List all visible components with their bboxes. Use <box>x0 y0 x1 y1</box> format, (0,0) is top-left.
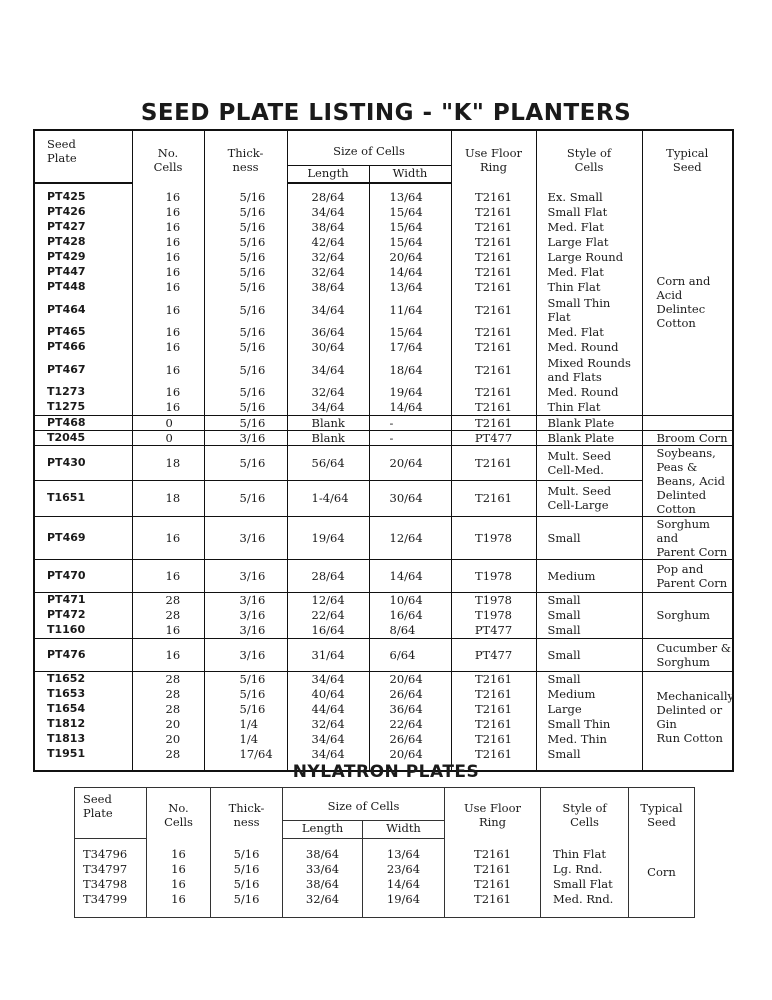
style-of-cells-cell: Small Thin <box>536 717 642 732</box>
table-row <box>34 638 733 671</box>
style-of-cells-cell: Thin Flat <box>536 400 642 416</box>
use-floor-ring-cell: PT477 <box>451 623 536 639</box>
nyl-thickness-header: Thick- ness <box>211 788 283 839</box>
thickness-cell: 1/4 <box>204 732 287 747</box>
length-cell: 32/64 <box>287 250 369 265</box>
table-row <box>34 608 733 623</box>
nyl-typical-seed-header: Typical Seed <box>629 788 695 839</box>
no-cells-cell: 28 <box>132 671 204 687</box>
seed-plate-cell: T1273 <box>34 385 132 400</box>
style-of-cells-cell: Med. Flat <box>536 220 642 235</box>
table-row <box>34 385 733 400</box>
thickness-cell: 3/16 <box>204 516 287 559</box>
nyl-size-of-cells-header: Size of Cells <box>283 788 445 821</box>
table-row <box>34 702 733 717</box>
style-of-cells-cell: Med. Round <box>536 385 642 400</box>
no-cells-cell: 16 <box>132 280 204 295</box>
use-floor-ring-cell: T2161 <box>451 445 536 481</box>
width-cell: 15/64 <box>369 325 451 340</box>
seed-plate-cell: PT430 <box>34 445 132 481</box>
size-of-cells-header: Size of Cells <box>287 130 451 165</box>
style-of-cells-cell: Mult. Seed Cell-Med. <box>536 445 642 481</box>
thickness-cell: 5/16 <box>204 235 287 250</box>
table-row <box>75 877 695 892</box>
use-floor-ring-cell: T2161 <box>445 892 541 907</box>
style-of-cells-cell: Blank Plate <box>536 415 642 430</box>
seed-plate-cell: T1951 <box>34 747 132 762</box>
width-cell: 20/64 <box>369 747 451 762</box>
style-of-cells-header: Style of Cells <box>536 130 642 183</box>
no-cells-cell: 28 <box>132 592 204 608</box>
thickness-cell: 5/16 <box>204 340 287 355</box>
seed-plate-cell: PT426 <box>34 205 132 220</box>
width-cell: 13/64 <box>369 183 451 205</box>
no-cells-cell: 16 <box>132 623 204 639</box>
thickness-cell: 5/16 <box>204 400 287 416</box>
nyl-no-cells-header: No. Cells <box>147 788 211 839</box>
use-floor-ring-cell: T2161 <box>451 250 536 265</box>
seed-plate-cell: T1653 <box>34 687 132 702</box>
style-of-cells-cell: Ex. Small <box>536 183 642 205</box>
seed-plate-cell: PT427 <box>34 220 132 235</box>
length-cell: 38/64 <box>283 838 363 862</box>
thickness-cell: 3/16 <box>204 623 287 639</box>
no-cells-cell: 16 <box>132 385 204 400</box>
nylatron-title: NYLATRON PLATES <box>292 762 480 782</box>
thickness-cell: 3/16 <box>204 592 287 608</box>
seed-plate-cell: PT470 <box>34 559 132 592</box>
length-cell: 40/64 <box>287 687 369 702</box>
thickness-cell: 17/64 <box>204 747 287 762</box>
style-of-cells-cell: Large Flat <box>536 235 642 250</box>
no-cells-cell: 16 <box>132 325 204 340</box>
no-cells-cell: 16 <box>132 340 204 355</box>
table-row <box>34 295 733 325</box>
typical-seed-cell: Cucumber & Sorghum <box>642 638 733 671</box>
width-cell: 26/64 <box>369 687 451 702</box>
typical-seed-cell: Corn <box>629 838 695 907</box>
style-of-cells-cell: Medium <box>536 559 642 592</box>
thickness-cell: 5/16 <box>204 445 287 481</box>
seed-plate-cell: PT447 <box>34 265 132 280</box>
no-cells-cell: 18 <box>132 445 204 481</box>
width-cell: 14/64 <box>363 877 445 892</box>
width-cell: 19/64 <box>363 892 445 907</box>
style-of-cells-cell: Med. Rnd. <box>541 892 629 907</box>
no-cells-cell: 16 <box>147 862 211 877</box>
width-cell: 20/64 <box>369 671 451 687</box>
style-of-cells-cell: Small <box>536 608 642 623</box>
use-floor-ring-cell: T2161 <box>451 415 536 430</box>
nyl-width-header: Width <box>363 820 445 838</box>
table-row <box>34 235 733 250</box>
width-cell: 20/64 <box>369 445 451 481</box>
width-cell: 17/64 <box>369 340 451 355</box>
thickness-cell: 5/16 <box>204 687 287 702</box>
table-row <box>34 687 733 702</box>
length-cell: 34/64 <box>287 671 369 687</box>
seed-plate-cell: PT466 <box>34 340 132 355</box>
seed-plate-cell: PT468 <box>34 415 132 430</box>
length-cell: 31/64 <box>287 638 369 671</box>
length-cell: 32/64 <box>287 385 369 400</box>
use-floor-ring-cell: T2161 <box>451 325 536 340</box>
typical-seed-cell: Corn and Acid Delintec Cotton <box>642 183 733 416</box>
use-floor-ring-cell: T2161 <box>451 355 536 385</box>
width-cell: 23/64 <box>363 862 445 877</box>
table-row <box>34 355 733 385</box>
use-floor-ring-cell: T2161 <box>451 481 536 517</box>
table-row <box>34 205 733 220</box>
length-cell: 16/64 <box>287 623 369 639</box>
width-cell: 8/64 <box>369 623 451 639</box>
typical-seed-header: Typical Seed <box>642 130 733 183</box>
seed-plate-cell: T34797 <box>75 862 147 877</box>
seed-plate-header: Seed Plate <box>34 130 132 165</box>
use-floor-ring-cell: T2161 <box>451 687 536 702</box>
table-row <box>34 415 733 430</box>
typical-seed-cell: Broom Corn <box>642 430 733 445</box>
length-cell: 34/64 <box>287 732 369 747</box>
table-row <box>75 862 695 877</box>
use-floor-ring-cell: PT477 <box>451 638 536 671</box>
width-cell: 30/64 <box>369 481 451 517</box>
table-row <box>34 747 733 762</box>
width-cell: 19/64 <box>369 385 451 400</box>
no-cells-cell: 28 <box>132 608 204 623</box>
style-of-cells-cell: Med. Thin <box>536 732 642 747</box>
seed-plate-cell: PT467 <box>34 355 132 385</box>
use-floor-ring-cell: T2161 <box>451 732 536 747</box>
length-cell: 34/64 <box>287 205 369 220</box>
seed-plate-cell: PT469 <box>34 516 132 559</box>
thickness-cell: 3/16 <box>204 638 287 671</box>
style-of-cells-cell: Med. Flat <box>536 325 642 340</box>
style-of-cells-cell: Small <box>536 592 642 608</box>
use-floor-ring-cell: T2161 <box>451 265 536 280</box>
typical-seed-cell: Sorghum <box>642 592 733 638</box>
length-cell: Blank <box>287 430 369 445</box>
thickness-cell: 5/16 <box>204 325 287 340</box>
thickness-cell: 5/16 <box>204 183 287 205</box>
style-of-cells-cell: Thin Flat <box>541 838 629 862</box>
table-row <box>34 516 733 559</box>
width-cell: 6/64 <box>369 638 451 671</box>
use-floor-ring-cell: T2161 <box>451 702 536 717</box>
use-floor-ring-cell: T2161 <box>451 280 536 295</box>
length-cell: 44/64 <box>287 702 369 717</box>
use-floor-ring-cell: T2161 <box>451 295 536 325</box>
no-cells-cell: 18 <box>132 481 204 517</box>
style-of-cells-cell: Mult. Seed Cell-Large <box>536 481 642 517</box>
width-cell: 36/64 <box>369 702 451 717</box>
use-floor-ring-cell: T2161 <box>445 862 541 877</box>
no-cells-cell: 20 <box>132 732 204 747</box>
use-floor-ring-cell: T2161 <box>445 877 541 892</box>
seed-plate-cell: PT472 <box>34 608 132 623</box>
typical-seed-cell: Pop and Parent Corn <box>642 559 733 592</box>
use-floor-ring-cell: T1978 <box>451 516 536 559</box>
nyl-length-header: Length <box>283 820 363 838</box>
thickness-cell: 5/16 <box>211 862 283 877</box>
no-cells-cell: 16 <box>132 183 204 205</box>
table-row <box>34 592 733 608</box>
table-row <box>34 732 733 747</box>
no-cells-cell: 0 <box>132 430 204 445</box>
no-cells-cell: 16 <box>132 355 204 385</box>
length-cell: Blank <box>287 415 369 430</box>
length-cell: 56/64 <box>287 445 369 481</box>
thickness-cell: 5/16 <box>204 355 287 385</box>
no-cells-cell: 16 <box>132 250 204 265</box>
no-cells-cell: 16 <box>147 838 211 862</box>
thickness-cell: 5/16 <box>204 280 287 295</box>
length-cell: 1-4/64 <box>287 481 369 517</box>
style-of-cells-cell: Small Flat <box>536 205 642 220</box>
no-cells-cell: 16 <box>132 400 204 416</box>
thickness-cell: 5/16 <box>204 205 287 220</box>
typical-seed-cell <box>642 415 733 430</box>
table-row <box>34 445 733 481</box>
use-floor-ring-cell: PT477 <box>451 430 536 445</box>
seed-plate-cell: T34796 <box>75 838 147 862</box>
style-of-cells-cell: Large <box>536 702 642 717</box>
thickness-cell: 5/16 <box>211 838 283 862</box>
seed-plate-cell: T1812 <box>34 717 132 732</box>
length-cell: 36/64 <box>287 325 369 340</box>
thickness-cell: 5/16 <box>204 415 287 430</box>
table-row <box>34 325 733 340</box>
typical-seed-cell: Sorghum and Parent Corn <box>642 516 733 559</box>
seed-plate-cell: T1652 <box>34 671 132 687</box>
use-floor-ring-cell: T2161 <box>451 340 536 355</box>
seed-plate-cell: T1275 <box>34 400 132 416</box>
seed-plate-cell: T2045 <box>34 430 132 445</box>
nyl-use-floor-ring-header: Use Floor Ring <box>445 788 541 839</box>
no-cells-cell: 16 <box>147 892 211 907</box>
length-cell: 30/64 <box>287 340 369 355</box>
length-cell: 19/64 <box>287 516 369 559</box>
seed-plate-cell: PT464 <box>34 295 132 325</box>
style-of-cells-cell: Small <box>536 516 642 559</box>
table-row <box>75 838 695 862</box>
thickness-cell: 1/4 <box>204 717 287 732</box>
use-floor-ring-cell: T1978 <box>451 559 536 592</box>
no-cells-cell: 16 <box>147 877 211 892</box>
use-floor-ring-cell: T2161 <box>451 400 536 416</box>
length-cell: 28/64 <box>287 183 369 205</box>
width-header: Width <box>369 165 451 183</box>
width-cell: 16/64 <box>369 608 451 623</box>
length-cell: 32/64 <box>283 892 363 907</box>
seed-plate-cell: T1160 <box>34 623 132 639</box>
no-cells-cell: 28 <box>132 702 204 717</box>
table-row <box>34 400 733 416</box>
length-cell: 34/64 <box>287 400 369 416</box>
typical-seed-cell: Soybeans, Peas & Beans, Acid Delinted Cotton <box>642 445 733 516</box>
table-row <box>34 671 733 687</box>
length-cell: 33/64 <box>283 862 363 877</box>
length-cell: 32/64 <box>287 265 369 280</box>
style-of-cells-cell: Small <box>536 638 642 671</box>
thickness-cell: 5/16 <box>204 250 287 265</box>
use-floor-ring-cell: T2161 <box>451 205 536 220</box>
thickness-cell: 3/16 <box>204 608 287 623</box>
table-row <box>34 183 733 205</box>
thickness-cell: 5/16 <box>204 671 287 687</box>
length-cell: 34/64 <box>287 355 369 385</box>
table-row <box>34 340 733 355</box>
thickness-cell: 5/16 <box>211 877 283 892</box>
table-row <box>34 220 733 235</box>
style-of-cells-cell: Small Thin Flat <box>536 295 642 325</box>
seed-plate-cell: T1813 <box>34 732 132 747</box>
style-of-cells-cell: Blank Plate <box>536 430 642 445</box>
width-cell: 11/64 <box>369 295 451 325</box>
seed-plate-cell: PT429 <box>34 250 132 265</box>
width-cell: 22/64 <box>369 717 451 732</box>
no-cells-cell: 16 <box>132 516 204 559</box>
no-cells-cell: 16 <box>132 235 204 250</box>
table-row <box>34 481 733 517</box>
style-of-cells-cell: Medium <box>536 687 642 702</box>
thickness-cell: 5/16 <box>211 892 283 907</box>
seed-plate-cell: PT425 <box>34 183 132 205</box>
width-cell: 15/64 <box>369 205 451 220</box>
style-of-cells-cell: Mixed Rounds and Flats <box>536 355 642 385</box>
no-cells-cell: 16 <box>132 295 204 325</box>
no-cells-cell: 16 <box>132 205 204 220</box>
style-of-cells-cell: Large Round <box>536 250 642 265</box>
length-cell: 42/64 <box>287 235 369 250</box>
length-cell: 38/64 <box>287 220 369 235</box>
table-row <box>34 559 733 592</box>
width-cell: 20/64 <box>369 250 451 265</box>
width-cell: 10/64 <box>369 592 451 608</box>
use-floor-ring-cell: T2161 <box>451 235 536 250</box>
no-cells-cell: 28 <box>132 687 204 702</box>
seed-plate-cell: T1651 <box>34 481 132 517</box>
length-header: Length <box>287 165 369 183</box>
thickness-cell: 5/16 <box>204 385 287 400</box>
length-cell: 34/64 <box>287 295 369 325</box>
style-of-cells-cell: Small Flat <box>541 877 629 892</box>
use-floor-ring-cell: T2161 <box>451 385 536 400</box>
use-floor-ring-cell: T2161 <box>451 717 536 732</box>
use-floor-ring-cell: T2161 <box>451 747 536 762</box>
thickness-cell: 5/16 <box>204 702 287 717</box>
thickness-cell: 3/16 <box>204 430 287 445</box>
table-row <box>75 892 695 907</box>
table-row <box>34 623 733 639</box>
width-cell: 26/64 <box>369 732 451 747</box>
no-cells-cell: 16 <box>132 265 204 280</box>
nyl-style-of-cells-header: Style of Cells <box>541 788 629 839</box>
no-cells-cell: 16 <box>132 638 204 671</box>
style-of-cells-cell: Med. Round <box>536 340 642 355</box>
nyl-seed-plate-header: Seed Plate <box>75 788 147 821</box>
no-cells-cell: 0 <box>132 415 204 430</box>
thickness-cell: 3/16 <box>204 559 287 592</box>
use-floor-ring-cell: T2161 <box>445 838 541 862</box>
length-cell: 32/64 <box>287 717 369 732</box>
seed-plate-cell: PT428 <box>34 235 132 250</box>
length-cell: 12/64 <box>287 592 369 608</box>
seed-plate-cell: PT448 <box>34 280 132 295</box>
style-of-cells-cell: Med. Flat <box>536 265 642 280</box>
nylatron-table <box>74 787 695 918</box>
width-cell: 14/64 <box>369 265 451 280</box>
use-floor-ring-header: Use Floor Ring <box>451 130 536 183</box>
table-row <box>34 265 733 280</box>
table-row <box>34 280 733 295</box>
no-cells-cell: 16 <box>132 220 204 235</box>
seed-plate-cell: PT471 <box>34 592 132 608</box>
seed-plate-cell: T1654 <box>34 702 132 717</box>
thickness-cell: 5/16 <box>204 295 287 325</box>
style-of-cells-cell: Small <box>536 747 642 762</box>
width-cell: 18/64 <box>369 355 451 385</box>
use-floor-ring-cell: T1978 <box>451 608 536 623</box>
length-cell: 28/64 <box>287 559 369 592</box>
no-cells-cell: 16 <box>132 559 204 592</box>
use-floor-ring-cell: T2161 <box>451 671 536 687</box>
thickness-cell: 5/16 <box>204 220 287 235</box>
length-cell: 22/64 <box>287 608 369 623</box>
width-cell: 15/64 <box>369 235 451 250</box>
thickness-cell: 5/16 <box>204 481 287 517</box>
width-cell: 13/64 <box>363 838 445 862</box>
table-row <box>34 250 733 265</box>
seed-plate-cell: T34798 <box>75 877 147 892</box>
width-cell: 15/64 <box>369 220 451 235</box>
typical-seed-cell: Mechanically Delinted or Gin Run Cotton <box>642 671 733 762</box>
seed-plate-cell: PT476 <box>34 638 132 671</box>
width-cell: 13/64 <box>369 280 451 295</box>
width-cell: 14/64 <box>369 559 451 592</box>
thickness-cell: 5/16 <box>204 265 287 280</box>
use-floor-ring-cell: T2161 <box>451 183 536 205</box>
use-floor-ring-cell: T1978 <box>451 592 536 608</box>
style-of-cells-cell: Small <box>536 671 642 687</box>
seed-plate-cell: T34799 <box>75 892 147 907</box>
table-row <box>34 430 733 445</box>
length-cell: 38/64 <box>283 877 363 892</box>
no-cells-cell: 28 <box>132 747 204 762</box>
table-row <box>34 717 733 732</box>
thickness-header: Thick- ness <box>204 130 287 183</box>
seed-plate-table <box>33 129 734 772</box>
style-of-cells-cell: Thin Flat <box>536 280 642 295</box>
style-of-cells-cell: Lg. Rnd. <box>541 862 629 877</box>
no-cells-header: No. Cells <box>132 130 204 183</box>
style-of-cells-cell: Small <box>536 623 642 639</box>
length-cell: 38/64 <box>287 280 369 295</box>
seed-plate-cell: PT465 <box>34 325 132 340</box>
width-cell: - <box>369 415 451 430</box>
width-cell: 12/64 <box>369 516 451 559</box>
width-cell: - <box>369 430 451 445</box>
use-floor-ring-cell: T2161 <box>451 220 536 235</box>
length-cell: 34/64 <box>287 747 369 762</box>
width-cell: 14/64 <box>369 400 451 416</box>
page-title: SEED PLATE LISTING - "K" PLANTERS <box>140 100 632 126</box>
no-cells-cell: 20 <box>132 717 204 732</box>
